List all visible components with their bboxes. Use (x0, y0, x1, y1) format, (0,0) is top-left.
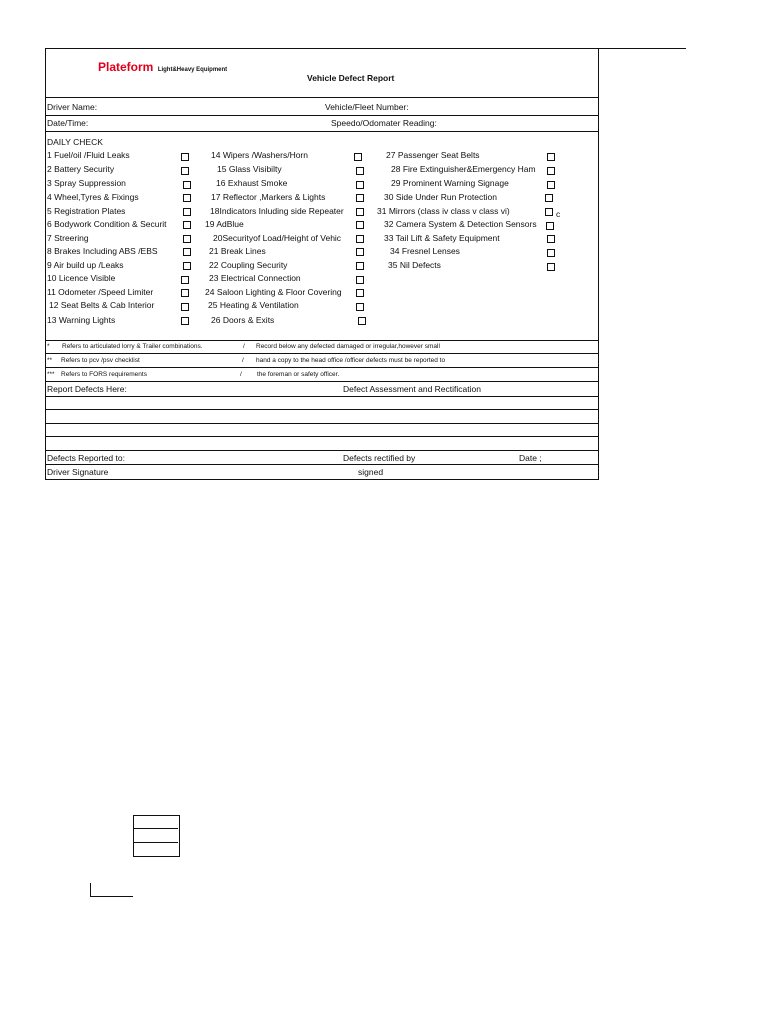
checkbox[interactable] (547, 153, 555, 161)
checkbox[interactable] (354, 153, 362, 161)
rule (45, 423, 598, 424)
rule (45, 97, 598, 98)
checkbox[interactable] (547, 263, 555, 271)
check-item: 13 Warning Lights (47, 315, 116, 325)
check-item: 22 Coupling Security (209, 260, 288, 270)
stray-box (133, 815, 180, 857)
checkbox[interactable] (356, 181, 364, 189)
note-mark-2: ** (47, 357, 53, 364)
checkbox[interactable] (547, 167, 555, 175)
check-item: 32 Camera System & Detection Sensors (384, 219, 537, 229)
checkbox[interactable] (545, 208, 553, 216)
checkbox[interactable] (356, 194, 364, 202)
note-right-3: the foreman or safety officer. (257, 371, 340, 378)
note-mark-3: *** (47, 371, 55, 378)
checkbox[interactable] (356, 276, 364, 284)
checkbox[interactable] (358, 317, 366, 325)
check-item: 34 Fresnel Lenses (390, 246, 460, 256)
assessment-label: Defect Assessment and Rectification (343, 384, 481, 394)
check-item: 9 Air build up /Leaks (47, 260, 124, 270)
signed-label: signed (358, 467, 384, 477)
checkbox[interactable] (181, 167, 189, 175)
checkbox[interactable] (181, 317, 189, 325)
rule (45, 353, 598, 354)
rule (45, 131, 598, 132)
check-item: 15 Glass Visibilty (217, 164, 282, 174)
check-item: 2 Battery Security (47, 164, 115, 174)
check-item: 20Securityof Load/Height of Vehic (213, 233, 342, 243)
checkbox[interactable] (356, 221, 364, 229)
checkbox[interactable] (181, 276, 189, 284)
rule (45, 450, 598, 451)
rule (45, 367, 598, 368)
logo-main-text: Plateform (98, 60, 154, 74)
check-item: 19 AdBlue (205, 219, 244, 229)
check-item: 17 Reflector ,Markers & Lights (211, 192, 326, 202)
note-mark-1: * (47, 343, 50, 350)
note-text-3: Refers to FORS requirements (61, 371, 147, 378)
check-item: 3 Spray Suppression (47, 178, 126, 188)
checkbox[interactable] (181, 153, 189, 161)
check-item: 6 Bodywork Condition & Securit (47, 219, 167, 229)
check-item: 12 Seat Belts & Cab Interior (49, 300, 155, 310)
check-item: 29 Prominent Warning Signage (391, 178, 509, 188)
stray-corner-line (90, 883, 133, 897)
rule (45, 396, 598, 397)
check-item: 16 Exhaust Smoke (216, 178, 288, 188)
check-item: 11 Odometer /Speed Limiter (47, 287, 154, 297)
rule (45, 409, 598, 410)
date-time-label: Date/Time: (47, 118, 89, 128)
check-item: 27 Passenger Seat Belts (386, 150, 480, 160)
check-item: 35 Nil Defects (388, 260, 441, 270)
driver-signature-label: Driver Signature (47, 467, 109, 477)
check-item: 25 Heating & Ventilation (208, 300, 299, 310)
rule (45, 464, 598, 465)
checkbox[interactable] (183, 221, 191, 229)
checkbox[interactable] (356, 208, 364, 216)
note-slash: / (243, 343, 245, 350)
check-item: 7 Streering (47, 233, 89, 243)
check-item: 30 Side Under Run Protection (384, 192, 497, 202)
speedo-label: Speedo/Odomater Reading: (331, 118, 437, 128)
checkbox[interactable] (183, 181, 191, 189)
check-item: 24 Saloon Lighting & Floor Covering (205, 287, 342, 297)
checkbox[interactable] (546, 222, 554, 230)
checkbox[interactable] (545, 194, 553, 202)
note-right-1: Record below any defected damaged or irregular,however small (256, 343, 440, 350)
checkbox[interactable] (547, 235, 555, 243)
checkbox[interactable] (356, 248, 364, 256)
date-label: Date ; (519, 453, 542, 463)
report-title: Vehicle Defect Report (307, 73, 395, 83)
rule (45, 381, 598, 382)
form-border (45, 48, 599, 480)
rule (133, 828, 178, 829)
check-item: 31 Mirrors (class iv class v class vi) (377, 206, 510, 216)
note-text-1: Refers to articulated lorry & Trailer combinations. (62, 343, 203, 350)
checkbox[interactable] (356, 262, 364, 270)
driver-name-label: Driver Name: (47, 102, 98, 112)
checkbox[interactable] (183, 208, 191, 216)
check-item: 18Indicators Inluding side Repeater (210, 206, 344, 216)
note-slash: / (240, 371, 242, 378)
check-item: 8 Brakes Including ABS /EBS (47, 246, 158, 256)
checkbox[interactable] (183, 248, 191, 256)
checkbox[interactable] (547, 181, 555, 189)
check-item: 33 Tail Lift & Safety Equipment (384, 233, 500, 243)
check-item: 21 Break Lines (209, 246, 266, 256)
rule (45, 340, 598, 341)
check-item: 5 Registration Plates (47, 206, 126, 216)
check-item: 10 Licence Visible (47, 273, 116, 283)
checkbox[interactable] (356, 235, 364, 243)
check-item: 14 Wipers /Washers/Horn (211, 150, 308, 160)
checkbox[interactable] (181, 289, 189, 297)
checkbox[interactable] (183, 235, 191, 243)
rule (45, 115, 598, 116)
stray-c-mark: c (556, 209, 561, 219)
note-slash: / (242, 357, 244, 364)
company-logo (98, 58, 227, 76)
daily-check-heading: DAILY CHECK (47, 137, 103, 147)
checkbox[interactable] (183, 194, 191, 202)
check-item: 1 Fuel/oil /Fluid Leaks (47, 150, 130, 160)
checkbox[interactable] (181, 303, 189, 311)
logo-sub-text: Light&Heavy Equipment (157, 67, 228, 73)
rule (45, 479, 598, 480)
report-defects-label: Report Defects Here: (47, 384, 127, 394)
checkbox[interactable] (356, 303, 364, 311)
rule (133, 842, 178, 843)
rule (45, 436, 598, 437)
checkbox[interactable] (183, 262, 191, 270)
checkbox[interactable] (356, 167, 364, 175)
check-item: 23 Electrical Connection (209, 273, 301, 283)
check-item: 26 Doors & Exits (211, 315, 275, 325)
defects-reported-to-label: Defects Reported to: (47, 453, 125, 463)
defects-rectified-by-label: Defects rectified by (343, 453, 416, 463)
vehicle-fleet-label: Vehicle/Fleet Number: (325, 102, 409, 112)
check-item: 28 Fire Extinguisher&Emergency Ham (391, 164, 536, 174)
checkbox[interactable] (356, 289, 364, 297)
note-right-2: hand a copy to the head office /officer defects must be reported to (256, 357, 446, 364)
checkbox[interactable] (547, 249, 555, 257)
check-item: 4 Wheel,Tyres & Fixings (47, 192, 139, 202)
note-text-2: Refers to pcv /psv checklist (61, 357, 140, 364)
